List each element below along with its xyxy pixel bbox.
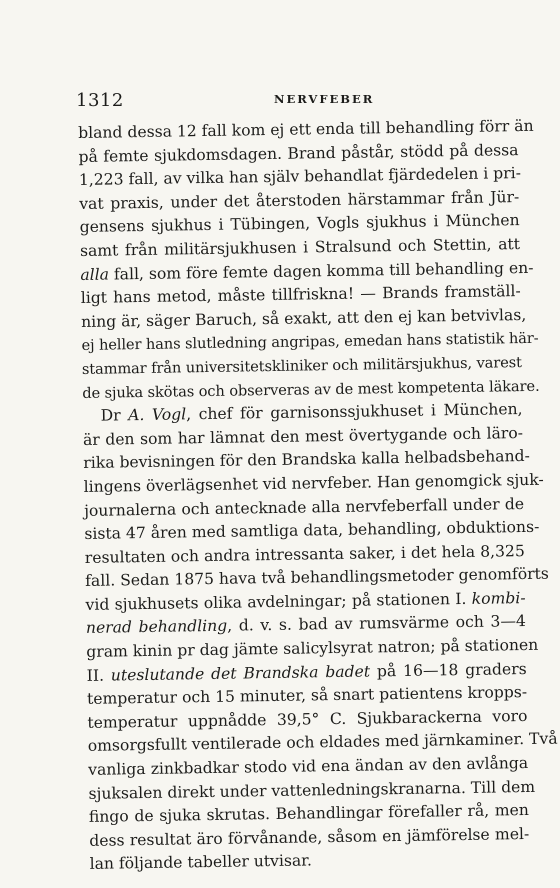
text-line: temperatur och 15 minuter, så snart patientens kropps-	[86, 683, 528, 709]
text-line: är den som har lämnat den mest övertygande och läro-	[82, 423, 524, 449]
text-line: 1,223 fall, av vilka han själv behandlat fjärdedelen i pri-	[78, 164, 522, 190]
text-line: Dr A. Vogl, chef för garnisonssjukhuset i München,	[100, 400, 523, 425]
text-line: fall. Sedan 1875 hava två behandlingsmetoder genomförts	[85, 564, 550, 591]
page-header	[76, 86, 500, 116]
text-line: stammar från universitetskliniker och militärsjukhus, varest	[81, 353, 522, 378]
text-line: ej heller hans slutledning angripas, emedan hans statistik här-	[81, 330, 539, 355]
text-line: fingo de sjuka skrutas. Behandlingar förefaller rå, men	[88, 801, 530, 827]
text-line: ning är, säger Baruch, så exakt, att den ej kan betvivlas,	[80, 305, 527, 331]
text-line: ligt hans metod, måste tillfriskna! — Brands framställ-	[80, 282, 521, 308]
text-line: omsorgsfullt ventilerade och eldades med järnkaminer. Två	[87, 729, 558, 756]
text-line: sjuksalen direkt under vattenledningskranarna. Till dem	[88, 777, 536, 803]
text-line: lan följande tabeller utvisar.	[89, 851, 313, 874]
text-line: gensens sjukhus i Tübingen, Vogls sjukhus i München	[79, 211, 520, 237]
text-line: vanliga zinkbadkar stodo vid ena ändan av den avlånga	[88, 754, 529, 779]
text-line: II. uteslutande det Brandska badet på 16—18 graders	[86, 659, 527, 685]
text-line: samt från militärsjukhusen i Stralsund och Stettin, att	[79, 235, 521, 260]
text-line: vat praxis, under det återstoden härstammar från Jür-	[79, 187, 520, 213]
text-line: sista 47 åren med samtliga data, behandling, obduktions-	[84, 517, 540, 544]
text-line: dess resultat äro förvånande, såsom en jämförelse mel-	[89, 824, 530, 850]
text-line: gram kinin pr dag jämte salicylsyrat natron; på stationen	[86, 635, 539, 661]
page-number: 1312	[76, 90, 124, 111]
text-line: de sjuka skötas och observeras av de mest kompetenta läkare.	[82, 377, 540, 402]
text-line: på femte sjukdomsdagen. Brand påstår, stödd på dessa	[78, 140, 519, 166]
text-line: lingens överlägsenhet vid nervfeber. Han genomgick sjuk-	[83, 470, 544, 496]
text-line: bland dessa 12 fall kom ej ett enda till behandling förr än	[78, 116, 534, 142]
running-title: NERVFEBER	[274, 92, 375, 106]
body-text	[78, 115, 558, 877]
text-line: alla fall, som före femte dagen komma till behandling en-	[80, 258, 534, 284]
text-line: journalerna och antecknade alla nervfeberfall under de	[83, 494, 525, 520]
text-line: temperatur uppnådde 39,5° C. Sjukbarackerna voro	[87, 706, 528, 732]
text-line: resultaten och andra intressanta saker, i det hela 8,325	[84, 541, 525, 567]
text-line: nerad behandling, d. v. s. bad av rumsvärme och 3—4	[85, 612, 527, 638]
text-line: vid sjukhusets olika avdelningar; på stationen I. kombi-	[85, 588, 526, 614]
text-line: rika bevisningen för den Brandska kalla helbadsbehand-	[83, 447, 530, 473]
